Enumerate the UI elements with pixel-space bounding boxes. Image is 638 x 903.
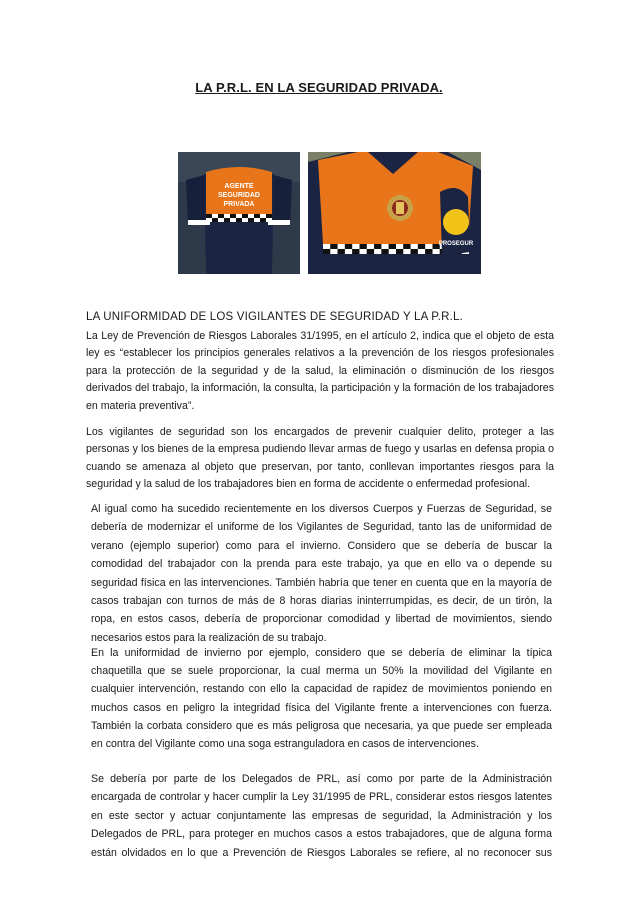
checker-square — [352, 249, 359, 254]
uniform-back-photo — [178, 152, 300, 274]
paragraph-3: Al igual como ha sucedido recientemente en los diversos Cuerpos y Fuerzas de Seguridad, se debería de modernizar el uniforme de los Vigilantes de Seguridad, tanto las de uniformidad de verano (ejemplo superior) como para el invierno. Considero que se debería de buscar la comodidad del trabajador con la prenda para este trabajo, ya que en ello va o depende su seguridad física en las intervenciones. También habría que tener en cuenta que en la mayoría de casos trabajan con turnos de más de 8 horas diarias ininterrumpidas, es decir, de un tirón, la ropa, en estos casos, debería de proporcionar comodidad y libertad de movimientos, siendo necesarios estos para la realización de su trabajo. — [91, 503, 552, 644]
checker-square — [403, 249, 410, 254]
checker-square — [411, 244, 418, 249]
checker-square — [360, 244, 367, 249]
checker-square — [360, 249, 367, 254]
checker-square — [396, 244, 403, 249]
checker-square — [411, 249, 418, 254]
checker-square — [389, 244, 396, 249]
checker-square — [374, 244, 381, 249]
checker-square — [425, 249, 432, 254]
checker-square — [367, 249, 374, 254]
page-title: LA P.R.L. EN LA SEGURIDAD PRIVADA. — [195, 80, 443, 95]
paragraph-1: La Ley de Prevención de Riesgos Laborales 31/1995, en el artículo 2, indica que el objeto de esta ley es “establecer los principios generales relativos a la prevención de los riesgos profesionales para la protección de la seguridad y de la salud, la eliminación o disminución de los riesgos derivados del trabajo, la información, la consulta, la participación y la formación de los trabajadores en materia preventiva”. — [86, 330, 554, 412]
checker-square — [418, 249, 425, 254]
checker-square — [330, 244, 337, 249]
section-heading: LA UNIFORMIDAD DE LOS VIGILANTES DE SEGURIDAD Y LA P.R.L. — [86, 311, 463, 323]
checker-square — [389, 249, 396, 254]
checker-square — [345, 249, 352, 254]
paragraph-5: Se debería por parte de los Delegados de PRL, así como por parte de la Administración encargada de controlar y hacer cumplir la Ley 31/1995 de PRL, considerar estos riesgos latentes en este sector y actuar conjuntamente las empresas de seguridad, la Administración y los Delegados de PRL, para proteger en muchos casos a estos trabajadores, que de alguna forma están olvidados en lo que a Prevención de Riesgos Laborales se refiere, al no reconocer sus — [91, 773, 552, 859]
prosegur-badge-text: PROSEGUR — [438, 241, 474, 247]
page-bottom-edge — [0, 862, 638, 903]
back-label-line2: SEGURIDAD — [217, 192, 261, 199]
checker-square — [330, 249, 337, 254]
checker-square — [418, 244, 425, 249]
back-label-line3: PRIVADA — [223, 201, 255, 208]
uniform-front-photo — [308, 152, 481, 274]
checker-square — [396, 249, 403, 254]
checker-square — [338, 244, 345, 249]
checker-square — [425, 244, 432, 249]
checker-square — [367, 244, 374, 249]
checker-square — [352, 244, 359, 249]
checker-square — [403, 244, 410, 249]
checker-square — [323, 249, 330, 254]
paragraph-4: En la uniformidad de invierno por ejemplo, considero que se debería de eliminar la típica chaquetilla que se suele proporcionar, la cual merma un 50% la movilidad del Vigilante en cualquier intervención, restando con ello la capacidad de rapidez de movimientos poniendo en muchos casos en peligro la integridad física del Vigilante frente a intervenciones con fuerza. También la corbata considero que es más peligrosa que necesaria, ya que puede ser empleada en contra del Vigilante como una soga estranguladora en casos de intervenciones. — [91, 647, 552, 751]
checker-square — [374, 249, 381, 254]
back-label-line1: AGENTE — [224, 183, 254, 190]
checker-square — [433, 249, 440, 254]
checker-square — [381, 244, 388, 249]
checker-square — [381, 249, 388, 254]
checker-square — [345, 244, 352, 249]
checker-square — [323, 244, 330, 249]
checker-square — [338, 249, 345, 254]
paragraph-2: Los vigilantes de seguridad son los encargados de prevenir cualquier delito, proteger a las personas y los bienes de la empresa pudiendo llevar armas de fuego y usarlas en defensa propia o cuando se amenaza al objeto que preservan, por tanto, conllevan importantes riesgos para la seguridad y la salud de los trabajadores bien en forma de accidente o enfermedad profesional. — [86, 426, 554, 491]
